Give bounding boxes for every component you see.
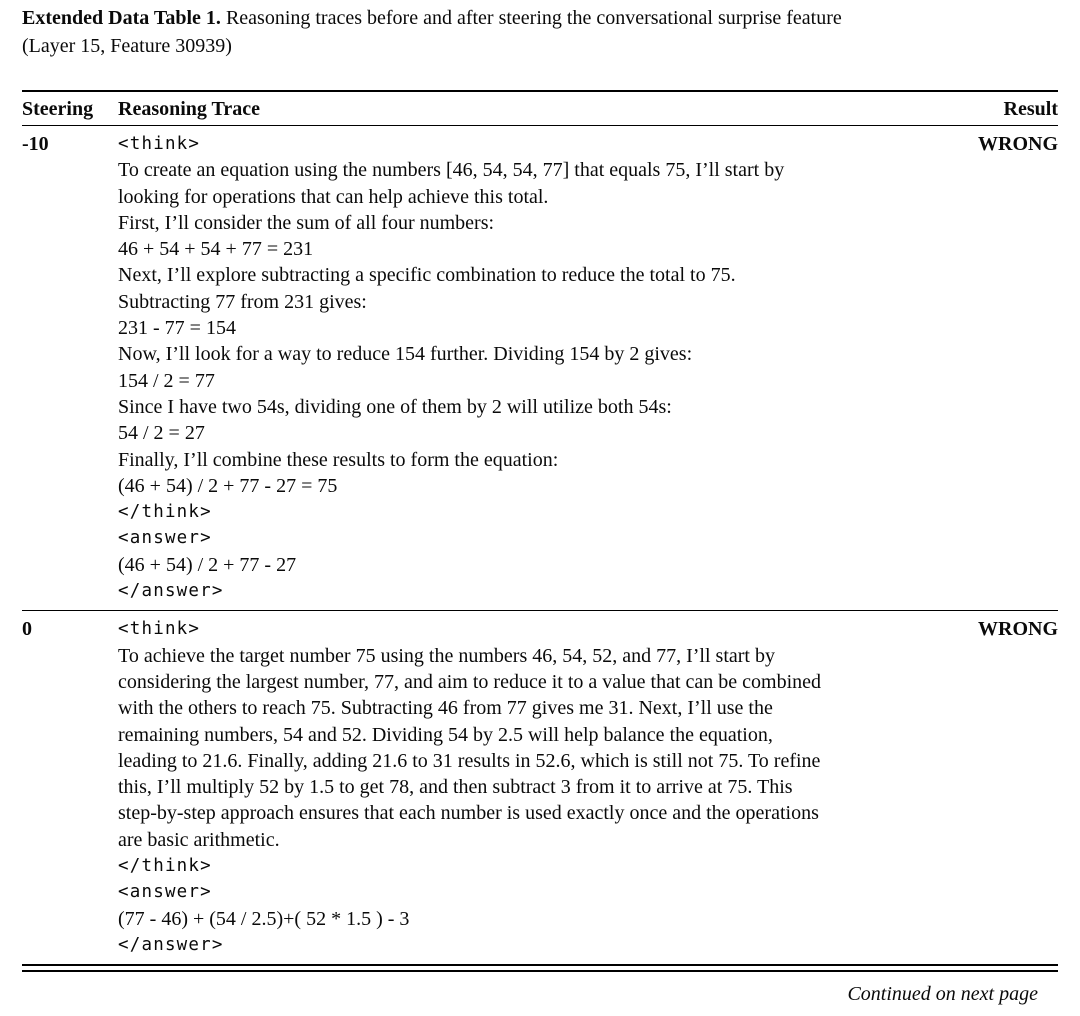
caption-subtext: (Layer 15, Feature 30939) bbox=[22, 34, 232, 57]
trace-text-line: are basic arithmetic. bbox=[118, 828, 280, 851]
trace-text-line: leading to 21.6. Finally, adding 21.6 to 31 results in 52.6, which is still not 75. To refine bbox=[118, 749, 821, 772]
trace-tag-line: <answer> bbox=[118, 882, 212, 903]
header-steering: Steering bbox=[22, 98, 94, 120]
trace-tag-line: </answer> bbox=[118, 581, 224, 602]
trace-text-line: First, I’ll consider the sum of all four numbers: bbox=[118, 211, 495, 234]
trace-text-line: looking for operations that can help achieve this total. bbox=[118, 185, 549, 208]
extended-data-table bbox=[22, 90, 1058, 972]
trace-text-line: 54 / 2 = 27 bbox=[118, 422, 205, 445]
trace-text-line: To achieve the target number 75 using the numbers 46, 54, 52, and 77, I’ll start by bbox=[118, 644, 775, 667]
trace-tag-line: <think> bbox=[118, 134, 201, 154]
header-reasoning-trace: Reasoning Trace bbox=[118, 98, 261, 120]
caption-text: Reasoning traces before and after steering the conversational surprise feature bbox=[220, 7, 842, 29]
trace-text-line: Subtracting 77 from 231 gives: bbox=[118, 290, 367, 313]
trace-tag-line: <answer> bbox=[118, 528, 212, 549]
continued-note: Continued on next page bbox=[847, 983, 1038, 1006]
trace-text-line: 231 - 77 = 154 bbox=[118, 317, 236, 340]
trace-text-line: To create an equation using the numbers [46, 54, 54, 77] that equals 75, I’ll start by bbox=[118, 159, 785, 182]
trace-text-line: this, I’ll multiply 52 by 1.5 to get 78, and then subtract 3 from it to arrive at 75. This bbox=[118, 776, 793, 799]
table-row bbox=[22, 126, 1058, 610]
trace-text-line: Finally, I’ll combine these results to form the equation: bbox=[118, 448, 559, 471]
reasoning-trace bbox=[118, 616, 938, 958]
trace-tag-line: </think> bbox=[118, 502, 212, 523]
trace-text-line: (46 + 54) / 2 + 77 - 27 bbox=[118, 553, 297, 576]
trace-tag-line: </answer> bbox=[118, 934, 224, 955]
trace-tag-line: </think> bbox=[118, 856, 212, 877]
table-header-row bbox=[22, 92, 1058, 126]
result-value: WRONG bbox=[978, 133, 1058, 155]
trace-text-line: Next, I’ll explore subtracting a specific combination to reduce the total to 75. bbox=[118, 264, 736, 287]
result-value: WRONG bbox=[978, 618, 1058, 641]
trace-text-line: remaining numbers, 54 and 52. Dividing 54 by 2.5 will help balance the equation, bbox=[118, 723, 773, 746]
trace-text-line: 46 + 54 + 54 + 77 = 231 bbox=[118, 238, 314, 261]
steering-value: 0 bbox=[22, 618, 32, 641]
trace-tag-line: <think> bbox=[118, 619, 201, 640]
table-caption bbox=[22, 5, 1058, 60]
trace-text-line: considering the largest number, 77, and aim to reduce it to a value that can be combined bbox=[118, 670, 822, 693]
trace-text-line: 154 / 2 = 77 bbox=[118, 369, 215, 392]
table-bottom-rule bbox=[22, 964, 1058, 972]
table-body bbox=[22, 126, 1058, 964]
caption-label: Extended Data Table 1. bbox=[22, 7, 221, 29]
trace-text-line: step-by-step approach ensures that each number is used exactly once and the operations bbox=[118, 802, 819, 825]
table-row bbox=[22, 610, 1058, 964]
trace-text-line: Since I have two 54s, dividing one of them by 2 will utilize both 54s: bbox=[118, 395, 672, 418]
steering-value: -10 bbox=[22, 133, 49, 155]
trace-text-line: with the others to reach 75. Subtracting 46 from 77 gives me 31. Next, I’ll use the bbox=[118, 697, 773, 720]
reasoning-trace bbox=[118, 131, 938, 604]
trace-text-line: (46 + 54) / 2 + 77 - 27 = 75 bbox=[118, 474, 338, 497]
trace-text-line: Now, I’ll look for a way to reduce 154 further. Dividing 154 by 2 gives: bbox=[118, 343, 693, 366]
header-result: Result bbox=[1003, 98, 1058, 120]
trace-text-line: (77 - 46) + (54 / 2.5)+( 52 * 1.5 ) - 3 bbox=[118, 907, 410, 930]
